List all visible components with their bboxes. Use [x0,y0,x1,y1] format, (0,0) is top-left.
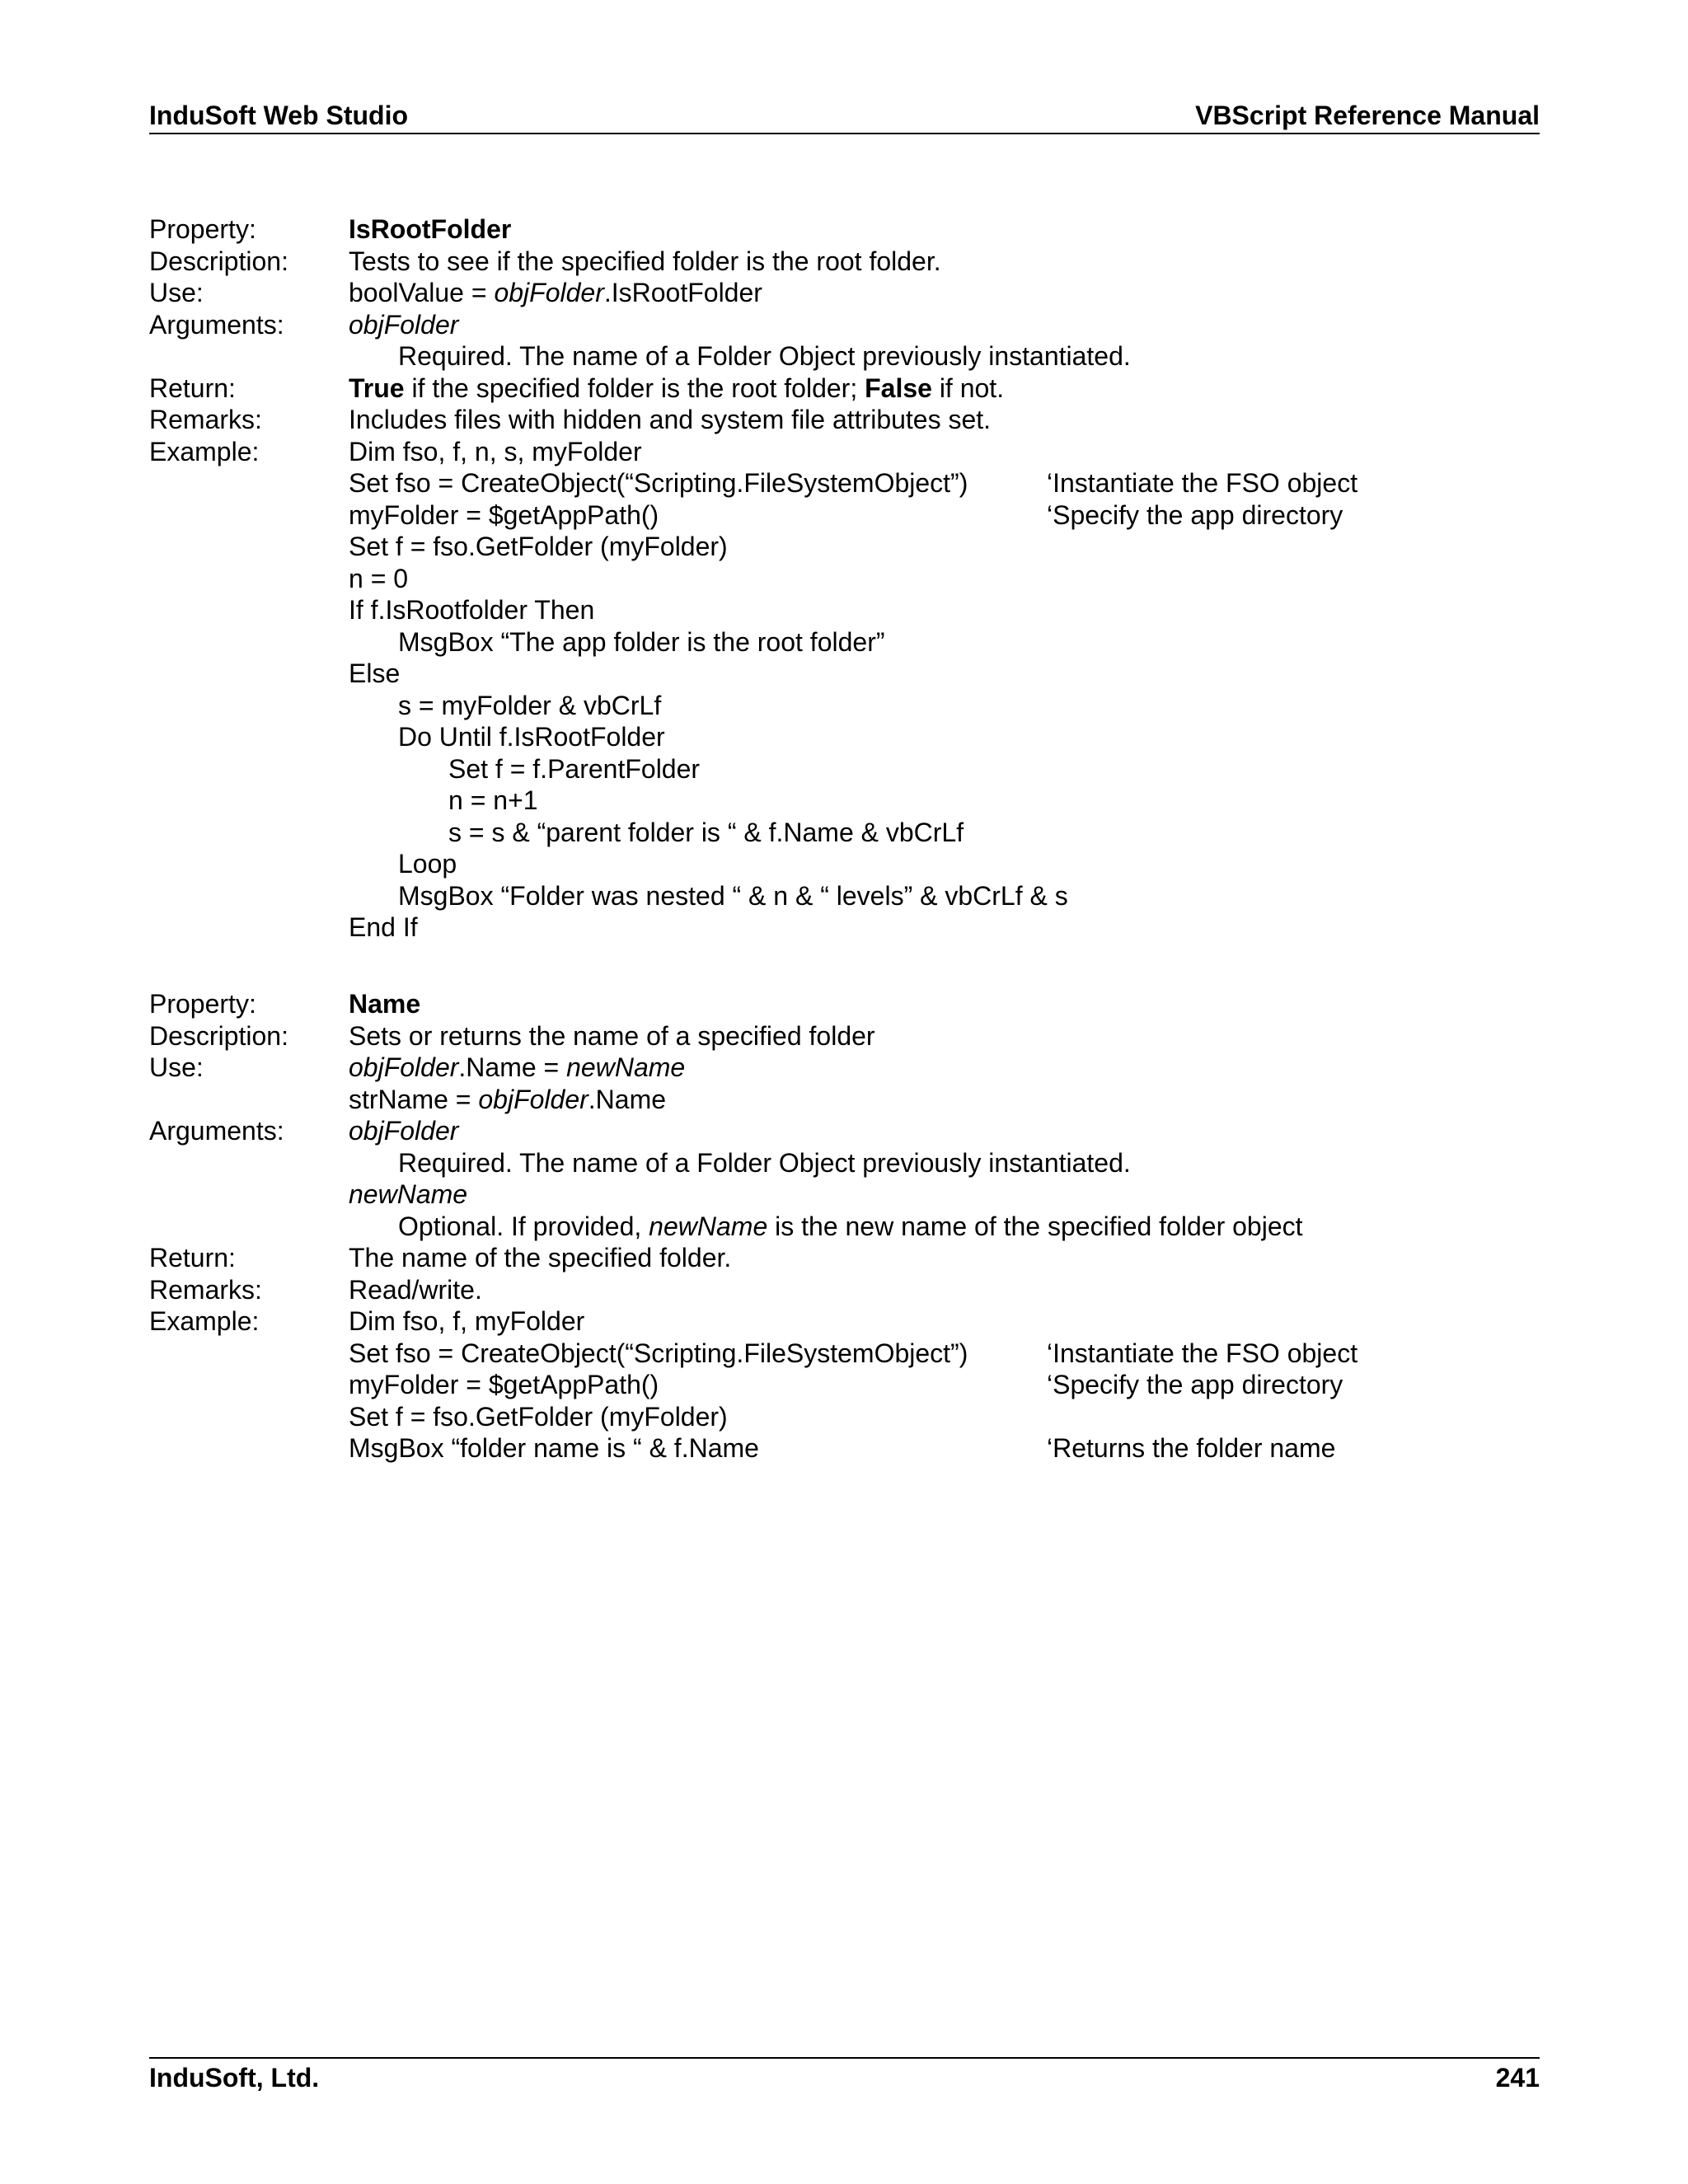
use-object: objFolder [494,278,604,307]
code-line: s = myFolder & vbCrLf [398,690,662,720]
argument-description: Required. The name of a Folder Object previously instantiated. [398,1147,1131,1178]
use-object: objFolder [478,1084,588,1114]
remarks-text: Read/write. [349,1274,482,1305]
code-line: Set fso = CreateObject(“Scripting.FileSystemObject”) [349,1338,968,1368]
use-mid: .Name = [458,1052,567,1082]
property-label: Property: [149,989,256,1019]
property-name: IsRootFolder [349,214,512,244]
description-text: Tests to see if the specified folder is the root folder. [349,246,941,276]
code-line: Set fso = CreateObject(“Scripting.FileSystemObject”) [349,468,968,498]
code-line: Set f = f.ParentFolder [448,753,701,784]
arguments-label: Arguments: [149,309,284,340]
code-line: Set f = fso.GetFolder (myFolder) [349,532,728,561]
use-label: Use: [149,278,204,307]
code-comment: ‘Specify the app directory [1047,499,1343,530]
argument-description: Required. The name of a Folder Object previously instantiated. [398,341,1131,371]
header-rule [149,133,1540,134]
code-comment: ‘Returns the folder name [1047,1433,1336,1463]
return-label: Return: [149,1243,236,1272]
argument-name: newName [349,1179,468,1209]
return-end: if not. [931,373,1005,403]
description-label: Description: [149,1020,288,1051]
return-text: The name of the specified folder. [349,1243,732,1272]
code-comment: ‘Instantiate the FSO object [1047,1338,1358,1368]
footer-company: InduSoft, Ltd. [149,2063,320,2093]
code-comment: ‘Specify the app directory [1047,1370,1343,1399]
use-syntax [349,277,762,309]
code-line: If f.IsRootfolder Then [349,595,595,625]
code-line: Loop [398,849,457,879]
footer-rule [149,2057,1540,2059]
use-syntax [349,1052,685,1084]
header-title: InduSoft Web Studio [149,101,409,130]
argument-name: objFolder [349,309,459,340]
code-line: MsgBox “Folder was nested “ & n & “ levels” & vbCrLf & s [398,880,1068,911]
argument-text-prefix: Optional. If provided, [398,1211,649,1241]
argument-text-italic: newName [649,1211,768,1241]
code-line: MsgBox “folder name is “ & f.Name [349,1433,759,1463]
page-number: 241 [1495,2063,1540,2093]
remarks-label: Remarks: [149,405,262,434]
code-line: MsgBox “The app folder is the root folder” [398,626,885,657]
example-label: Example: [149,1306,260,1336]
code-line: n = n+1 [448,785,538,815]
return-mid: if the specified folder is the root folder; [404,373,865,403]
use-suffix: .IsRootFolder [603,278,762,307]
remarks-label: Remarks: [149,1274,262,1305]
return-text [349,373,1004,405]
code-line: s = s & “parent folder is “ & f.Name & vbCrLf [448,817,964,847]
return-label: Return: [149,373,236,403]
header-manual-name: VBScript Reference Manual [1195,101,1540,130]
code-line: myFolder = $getAppPath() [349,1370,659,1399]
code-comment: ‘Instantiate the FSO object [1047,468,1358,498]
code-line: Dim fso, f, myFolder [349,1306,585,1336]
code-line: Do Until f.IsRootFolder [398,722,665,752]
argument-name: objFolder [349,1116,459,1146]
example-label: Example: [149,436,260,466]
argument-description [398,1211,1303,1243]
use-prefix: strName = [349,1084,479,1114]
arguments-label: Arguments: [149,1116,284,1146]
code-line: n = 0 [349,563,409,593]
use-prefix: boolValue = [349,278,495,307]
return-false: False [865,373,932,403]
description-text: Sets or returns the name of a specified folder [349,1020,875,1051]
code-line: Else [349,658,401,688]
property-label: Property: [149,214,256,244]
use-suffix: .Name [588,1084,667,1114]
code-line: Dim fso, f, n, s, myFolder [349,436,642,466]
code-line: myFolder = $getAppPath() [349,499,659,530]
argument-text-suffix: is the new name of the specified folder object [767,1211,1303,1241]
use-value: newName [566,1052,686,1082]
use-label: Use: [149,1052,204,1082]
return-true: True [349,373,405,403]
use-syntax [349,1084,666,1116]
property-name: Name [349,989,421,1019]
remarks-text: Includes files with hidden and system file attributes set. [349,405,992,434]
code-line: Set f = fso.GetFolder (myFolder) [349,1401,728,1432]
description-label: Description: [149,246,288,276]
use-object: objFolder [349,1052,459,1082]
code-line: End If [349,912,418,942]
